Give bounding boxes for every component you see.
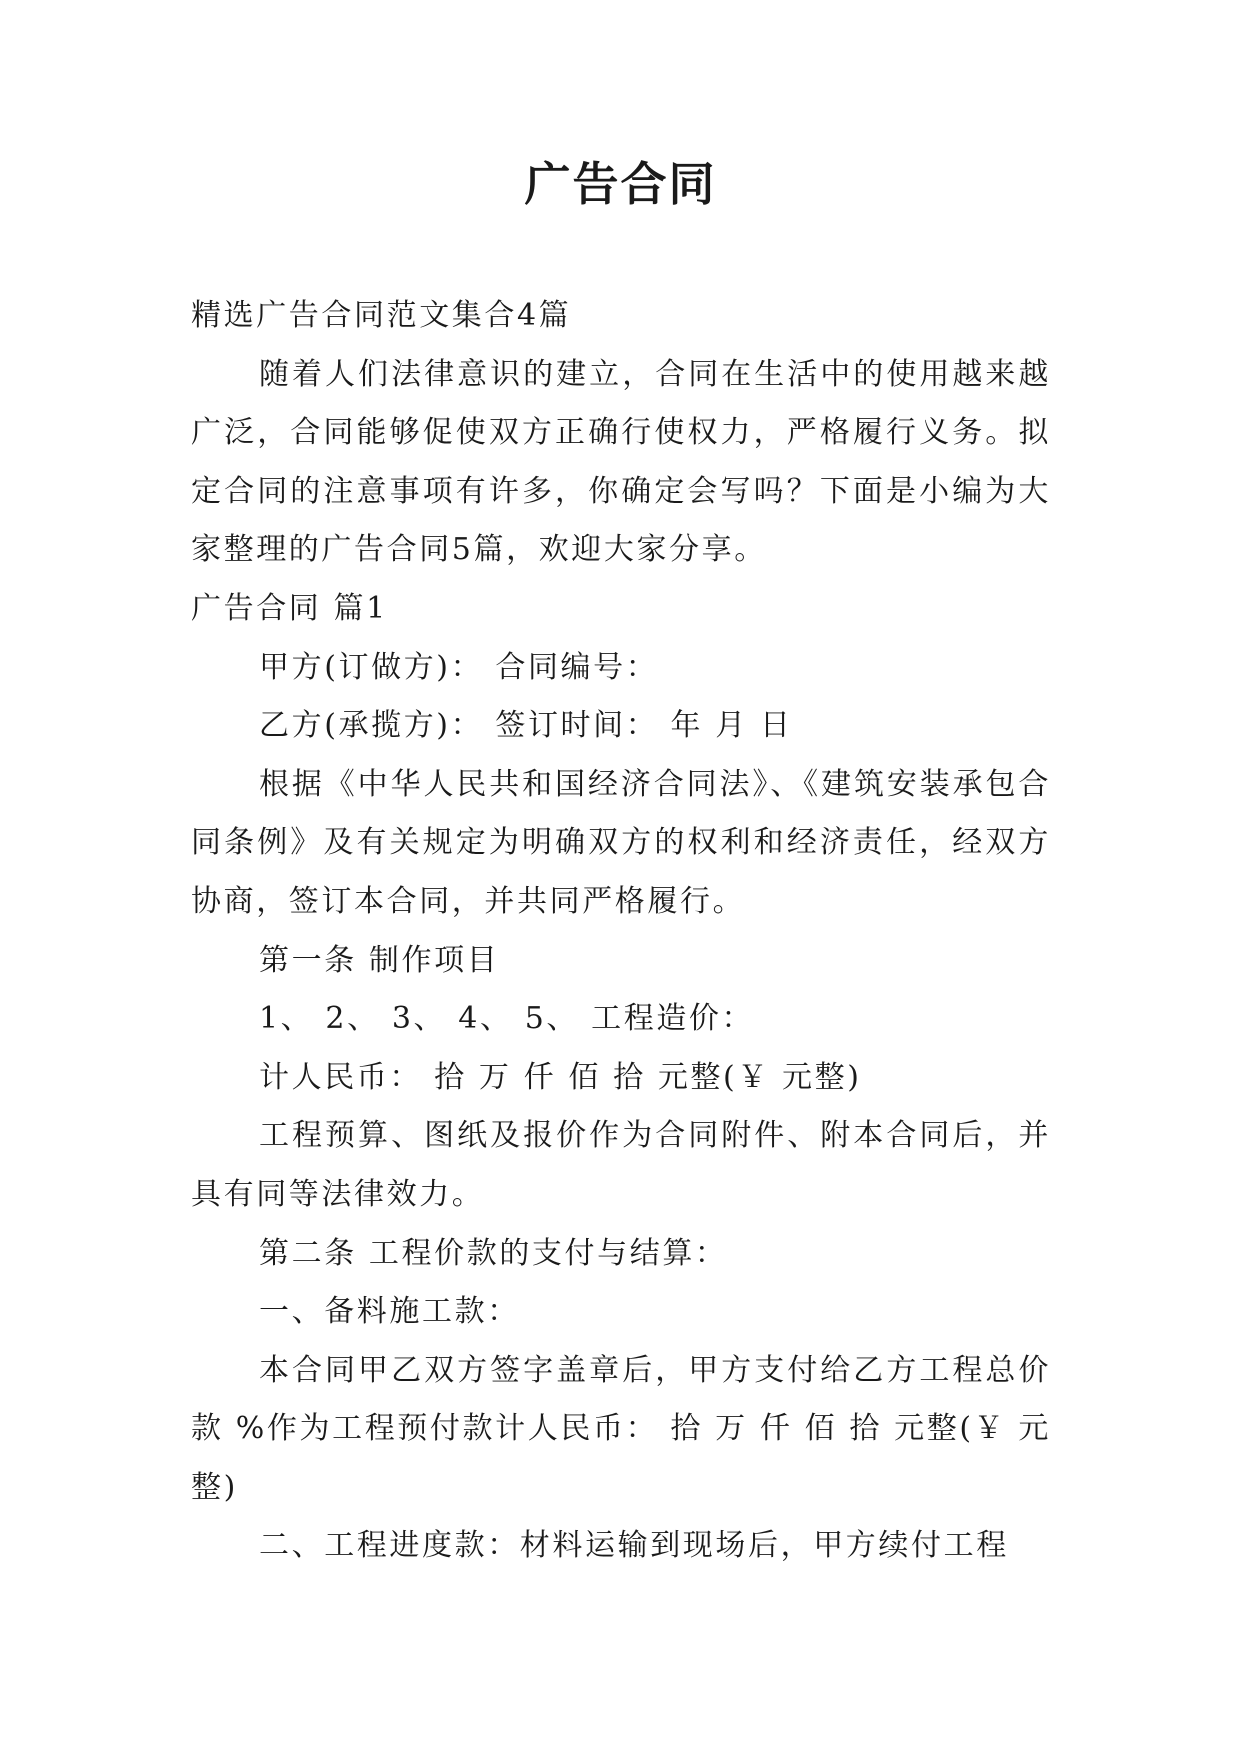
paragraph: 本合同甲乙双方签字盖章后，甲方支付给乙方工程总价款 %作为工程预付款计人民币： 拾 万 仟 佰 拾 元整(￥ 元整) xyxy=(191,1352,1051,1505)
paragraph: 1、 2、 3、 4、 5、 工程造价： xyxy=(259,1001,755,1037)
paragraph: 广告合同 篇1 xyxy=(191,590,388,626)
paragraph: 一、备料施工款： xyxy=(259,1294,520,1330)
paragraph: 甲方(订做方)： 合同编号： xyxy=(259,649,659,685)
paragraph: 第二条 工程价款的支付与结算： xyxy=(259,1235,728,1271)
document-title: 广告合同 xyxy=(524,157,717,211)
document-body xyxy=(191,287,1051,1576)
paragraph: 二、工程进度款：材料运输到现场后，甲方续付工程 xyxy=(259,1528,1009,1564)
paragraph: 精选广告合同范文集合4篇 xyxy=(191,298,572,333)
paragraph: 随着人们法律意识的建立，合同在生活中的使用越来越广泛，合同能够促使双方正确行使权力，严格履行义务。拟定合同的注意事项有许多，你确定会写吗？下面是小编为大家整理的广告合同5篇，欢迎大家分享。 xyxy=(191,356,1051,568)
paragraph: 根据《中华人民共和国经济合同法》、《建筑安装承包合同条例》及有关规定为明确双方的权利和经济责任，经双方协商，签订本合同，并共同严格履行。 xyxy=(191,766,1051,919)
paragraph: 第一条 制作项目 xyxy=(259,942,500,978)
paragraph: 计人民币： 拾 万 仟 佰 拾 元整(￥ 元整) xyxy=(259,1059,862,1095)
paragraph: 乙方(承揽方)： 签订时间： 年 月 日 xyxy=(259,708,793,744)
paragraph: 工程预算、图纸及报价作为合同附件、附本合同后，并具有同等法律效力。 xyxy=(191,1118,1051,1212)
